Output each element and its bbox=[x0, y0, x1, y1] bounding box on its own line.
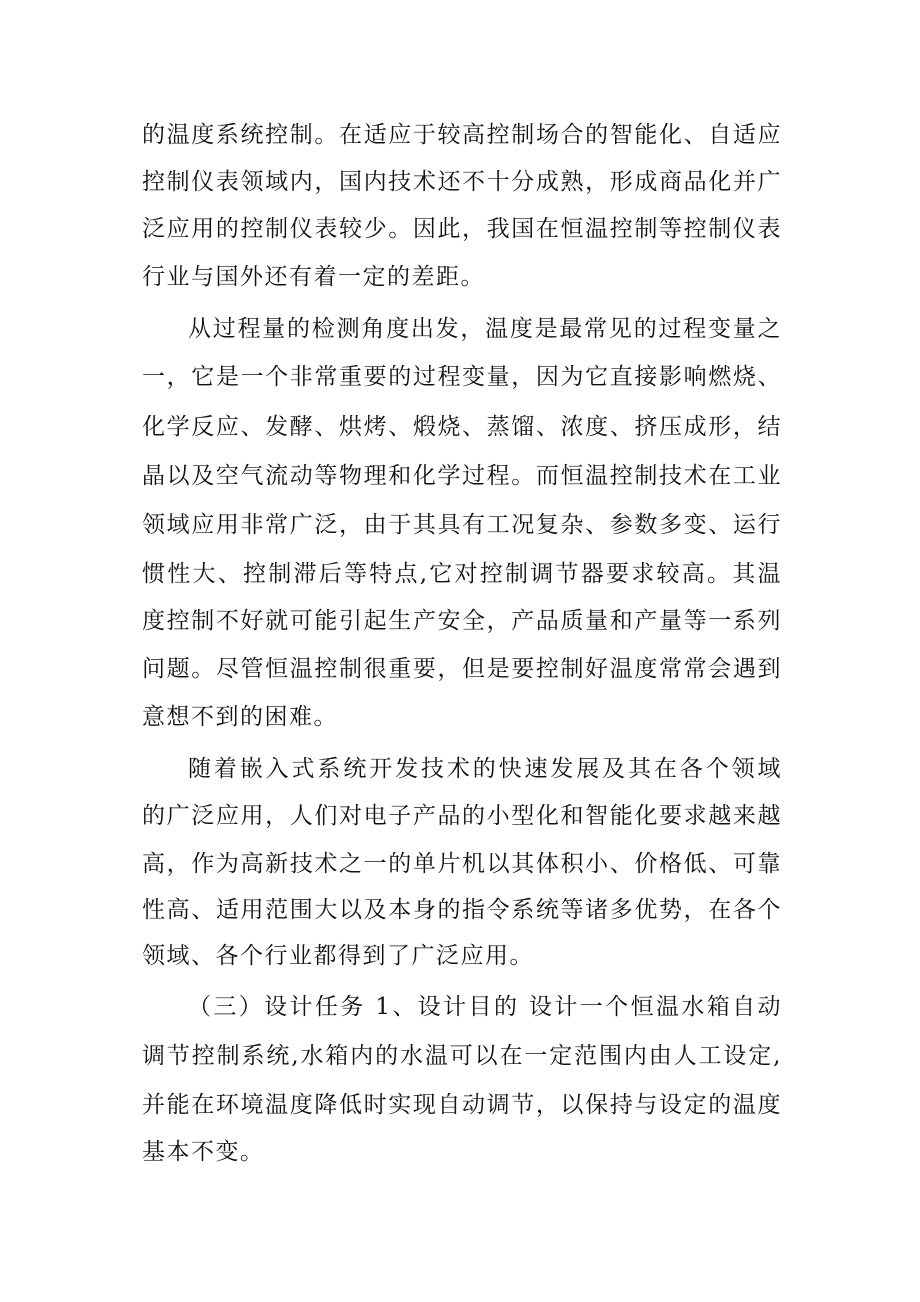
text-line: 从过程量的检测角度出发，温度是最常见的过程变量之 bbox=[188, 316, 782, 342]
text-line: 领域应用非常广泛，由于其具有工况复杂、参数多变、运行 bbox=[142, 512, 782, 538]
text-line: 基本不变。 bbox=[142, 1139, 265, 1165]
text-line: 晶以及空气流动等物理和化学过程。而恒温控制技术在工业 bbox=[142, 463, 782, 489]
text-line: 一，它是一个非常重要的过程变量，因为它直接影响燃烧、 bbox=[142, 364, 782, 390]
text-line: 泛应用的控制仪表较少。因此，我国在恒温控制等控制仪表 bbox=[142, 216, 782, 242]
text-line: 随着嵌入式系统开发技术的快速发展及其在各个领域 bbox=[188, 756, 782, 782]
text-line: 的温度系统控制。在适应于较高控制场合的智能化、自适应 bbox=[142, 122, 782, 148]
text-line: 化学反应、发酵、烘烤、煅烧、蒸馏、浓度、挤压成形，结 bbox=[142, 414, 782, 440]
text-line: （三）设计任务 1、设计目的 设计一个恒温水箱自动 bbox=[188, 994, 782, 1020]
text-line: 领域、各个行业都得到了广泛应用。 bbox=[142, 943, 534, 969]
text-line: 高，作为高新技术之一的单片机以其体积小、价格低、可靠 bbox=[142, 851, 782, 877]
text-line: 惯性大、控制滞后等特点,它对控制调节器要求较高。其温 bbox=[142, 561, 782, 587]
text-line: 行业与国外还有着一定的差距。 bbox=[142, 264, 485, 290]
text-line: 并能在环境温度降低时实现自动调节，以保持与设定的温度 bbox=[142, 1092, 782, 1118]
text-line: 控制仪表领域内，国内技术还不十分成熟，形成商品化并广 bbox=[142, 169, 782, 195]
text-line: 问题。尽管恒温控制很重要，但是要控制好温度常常会遇到 bbox=[142, 656, 782, 682]
text-line: 的广泛应用，人们对电子产品的小型化和智能化要求越来越 bbox=[142, 803, 782, 829]
text-line: 调节控制系统,水箱内的水温可以在一定范围内由人工设定, bbox=[142, 1043, 782, 1069]
text-line: 意想不到的困难。 bbox=[142, 704, 338, 730]
text-line: 度控制不好就可能引起生产安全，产品质量和产量等一系列 bbox=[142, 608, 782, 634]
text-line: 性高、适用范围大以及本身的指令系统等诸多优势，在各个 bbox=[142, 897, 782, 923]
